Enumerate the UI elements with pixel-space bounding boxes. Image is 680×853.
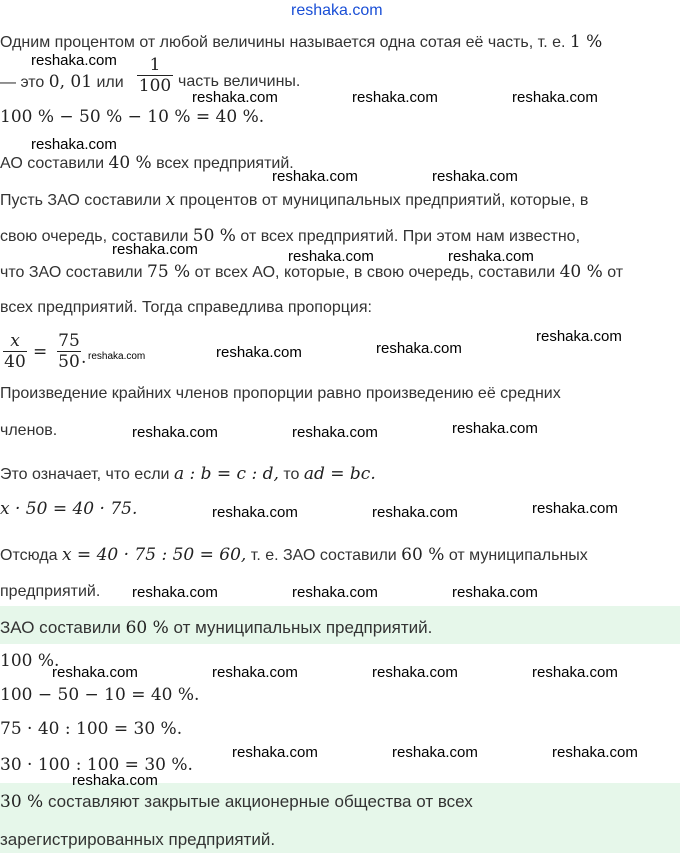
watermark: reshaka.com: [372, 504, 458, 521]
answer-text: зарегистрированных предприятий.: [0, 830, 276, 849]
text-line: часть величины.: [178, 73, 301, 90]
watermark: reshaka.com: [372, 664, 458, 681]
watermark: reshaka.com: [376, 340, 462, 357]
text-line: что ЗАО составили 75 % от всех АО, которые, в свою очередь, составили 40 % от: [0, 262, 624, 282]
watermark: reshaka.com: [216, 344, 302, 361]
watermark: reshaka.com: [452, 420, 538, 437]
math-line: 100 % − 50 % − 10 % = 40 %.: [0, 107, 265, 127]
text-line: членов.: [0, 422, 58, 439]
watermark: reshaka.com: [212, 504, 298, 521]
watermark: reshaka.com: [432, 168, 518, 185]
watermark: reshaka.com: [212, 664, 298, 681]
watermark: reshaka.com: [288, 248, 374, 265]
text-line: Это означает, что если a : b = c : d, то ad = bc.: [0, 464, 376, 484]
fraction: x 40: [4, 331, 26, 372]
text-line: — это 0, 01 или: [0, 72, 124, 92]
watermark: reshaka.com: [31, 52, 117, 69]
math-symbol: .: [81, 348, 87, 368]
text-line: Одним процентом от любой величины называется одна сотая её часть, т. е. 1 %: [0, 32, 603, 52]
answer-text: ЗАО составили 60 % от муниципальных предприятий.: [0, 618, 433, 638]
watermark: reshaka.com: [452, 584, 538, 601]
watermark: reshaka.com: [292, 584, 378, 601]
text-line: всех предприятий. Тогда справедлива пропорция:: [0, 299, 372, 316]
text-line: свою очередь, составили 50 % от всех предприятий. При этом нам известно,: [0, 226, 581, 246]
text-line: АО составили 40 % всех предприятий.: [0, 153, 294, 173]
watermark: reshaka.com: [448, 248, 534, 265]
watermark: reshaka.com: [272, 168, 358, 185]
text-line: Произведение крайних членов пропорции равно произведению её средних: [0, 385, 561, 402]
watermark: reshaka.com: [72, 772, 158, 789]
watermark: reshaka.com: [112, 241, 198, 258]
watermark: reshaka.com: [232, 744, 318, 761]
math-line: x · 50 = 40 · 75.: [0, 499, 138, 519]
text-line: предприятий.: [0, 583, 101, 600]
site-link[interactable]: reshaka.com: [291, 2, 383, 19]
math-line: 100 %.: [0, 651, 60, 671]
watermark: reshaka.com: [31, 136, 117, 153]
math-symbol: =: [33, 342, 48, 362]
watermark: reshaka.com: [512, 89, 598, 106]
math-line: 30 · 100 : 100 = 30 %.: [0, 755, 193, 775]
watermark: reshaka.com: [132, 584, 218, 601]
text-line: Пусть ЗАО составили x процентов от муниципальных предприятий, которые, в: [0, 190, 589, 210]
watermark: reshaka.com: [532, 664, 618, 681]
fraction: 1 100: [138, 55, 172, 96]
watermark: reshaka.com: [52, 664, 138, 681]
watermark: reshaka.com: [132, 424, 218, 441]
watermark: reshaka.com: [552, 744, 638, 761]
watermark: reshaka.com: [192, 89, 278, 106]
watermark: reshaka.com: [292, 424, 378, 441]
text-line: Отсюда x = 40 · 75 : 50 = 60, т. е. ЗАО составили 60 % от муниципальных: [0, 545, 588, 565]
watermark: reshaka.com: [536, 328, 622, 345]
answer-text: 30 % составляют закрытые акционерные общества от всех: [0, 792, 473, 812]
watermark: reshaka.com: [392, 744, 478, 761]
watermark: reshaka.com: [352, 89, 438, 106]
math-line: 75 · 40 : 100 = 30 %.: [0, 719, 183, 739]
watermark: reshaka.com: [88, 351, 146, 362]
math-line: 100 − 50 − 10 = 40 %.: [0, 685, 200, 705]
fraction: 75 50: [58, 331, 80, 372]
watermark: reshaka.com: [532, 500, 618, 517]
